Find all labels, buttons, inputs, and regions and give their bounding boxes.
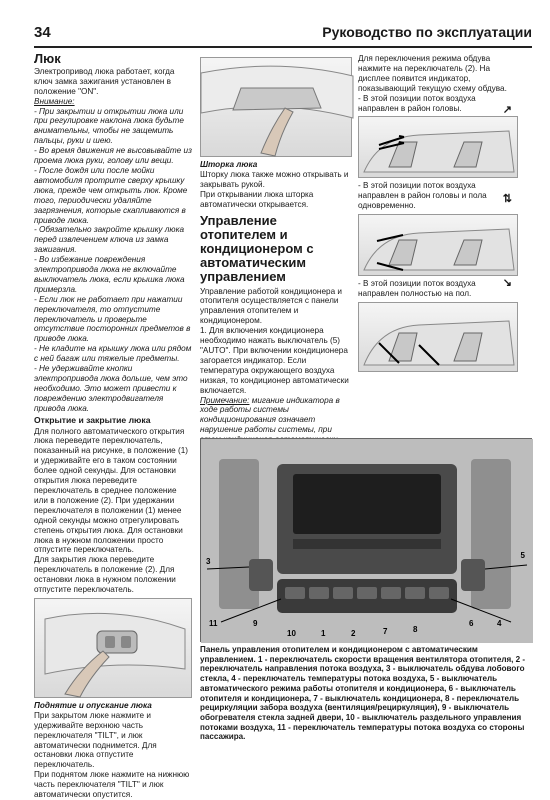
callout-3: 3 [206, 557, 211, 566]
warning-item: - Если люк не работает при нажатии переключателя, то отпустите переключатель и проверьте отсутствие посторонних предметов в приводе люка. [34, 294, 191, 344]
tilt-text-1: При закрытом люке нажмите и удерживайте верхнюю часть переключателя "TILT", и люк автоматически поднимется. Для остановки люка отпустите переключатель. [34, 710, 157, 770]
mode-bilevel-text: - В этой позиции поток воздуха направлен в район головы и пола одновременно. [358, 181, 487, 211]
step-1: 1. Для включения кондиционера необходимо нажать выключатель (5) "AUTO". При включении кондиционера загорается индикатор. Если температура окружающего воздуха низкая, то кондиционер автоматически включается. [200, 326, 349, 395]
tilt-figure-caption: Поднятие и опускание люка [34, 700, 152, 710]
control-panel-illustration [201, 439, 533, 643]
subhead-open-close: Открытие и закрытие люка [34, 414, 151, 425]
shade-text-2: При открывании люка шторка автоматически открывается. [200, 189, 314, 209]
callout-10: 10 [287, 629, 296, 638]
column-sunroof [34, 51, 192, 800]
warning-item: - Во время движения не высовывайте из проема люка руки, голову или вещи. [34, 146, 192, 166]
mode-intro: Для переключения режима обдува нажмите на переключатель (2). На дисплее появится индикатор, показывающий текущую схему обдува. [358, 54, 507, 93]
page-number: 34 [34, 24, 51, 41]
warning-item: - При закрытии и открытии люка или при регулировке наклона люка будьте внимательны, чтобы не защемить пальцы, руки и шею. [34, 106, 184, 146]
warning-item: - Не удерживайте кнопки электропривода люка дольше, чем это необходимо. Это может привести к повреждению электродвигателя привода люка. [34, 364, 188, 413]
callout-4: 4 [497, 619, 502, 628]
callout-6: 6 [469, 619, 474, 628]
warning-item: - Обязательно закройте крышку люка перед извлечением ключа из замка зажигания. [34, 225, 184, 255]
airflow-floor-figure [358, 302, 518, 372]
sunroof-switch-illustration [35, 599, 193, 699]
callout-11: 11 [209, 619, 218, 628]
callout-2: 2 [351, 629, 356, 638]
shade-text-1: Шторку люка также можно открывать и закрывать рукой. [200, 169, 349, 189]
sunshade-illustration [201, 58, 353, 158]
mode-face-icon: ↗ [502, 103, 512, 116]
airflow-face-figure [358, 116, 518, 178]
tilt-text-2: При поднятом люке нажмите на нижнюю часть переключателя "TILT" и люк автоматически опустится. [34, 770, 190, 800]
close-text: Для закрытия люка переведите переключатель в положение (2). Для остановки люка в нужном положении отпустите переключатель. [34, 555, 176, 595]
airflow-bilevel-figure [358, 214, 518, 276]
section-title-climate: Управление отопителем и кондиционером с автоматическим управлением [200, 212, 314, 284]
page-header [34, 14, 532, 48]
callout-9: 9 [253, 619, 258, 628]
note-text: мигание индикатора в ходе работы системы кондиционирования означает нарушение работы системы, при [200, 395, 340, 435]
climate-intro: Управление работой кондиционера и отопителя осуществляется с панели управления отопителем и кондиционером. [200, 286, 342, 326]
mode-face-text: - В этой позиции поток воздуха направлен в район головы. [358, 93, 476, 113]
mode-floor-text: - В этой позиции поток воздуха направлен полностью на пол. [358, 279, 476, 299]
mode-floor-icon: ↘ [502, 277, 512, 290]
sunshade-figure [200, 57, 352, 157]
callout-1: 1 [321, 629, 326, 638]
section-title-sunroof: Люк [34, 51, 61, 66]
sunroof-switch-figure [34, 598, 192, 698]
open-text: Для полного автоматического открытия люка переведите переключатель, показанный на рисунке, в положение (1) и удерживайте его в таком состоянии более одной секунды. Для остановки открытия люка переведите переключатель в среднее положение или в положение (2). При удержании переключателя в положении (1) менее одной секунды можно отрегулировать степень открытия люка. Для остановки люка в нужном положении просто отпустите переключатель. [34, 426, 188, 555]
mode-bilevel-icon: ⇅ [502, 193, 512, 206]
column-airflow-modes [358, 54, 518, 375]
warning-item: - Не кладите на крышку люка или рядом с ней багаж или тяжелые предметы. [34, 344, 192, 364]
warning-item: - После дождя или после мойки автомобиля протрите сверху крышку люка, прежде чем открыть люк. Кроме того, периодически удаляйте загрязнения, которые скапливаются в приводе люка. [34, 165, 188, 225]
callout-7: 7 [383, 627, 388, 636]
sunshade-caption: Шторка люка [200, 160, 258, 169]
running-title: Руководство по эксплуатации [322, 24, 532, 40]
sunroof-intro: Электропривод люка работает, когда ключ замка зажигания установлен в положение "ON". [34, 66, 175, 96]
panel-caption: Панель управления отопителем и кондиционером с автоматическим управлением. 1 - переключатель скорости вращения вентилятора отопителя, 2 - переключатель направления потока воздуха, 3 - выключатель обдува лобового стекла, 4 - переключатель температуры потока воздуха, 5 - выключатель автоматического режима работы отопителя и кондиционера, 6 - выключатель отопителя и кондиционера, 7 - выключатель кондиционера, 8 - переключатель рециркуляции забора воздуха (вентиляция/рециркуляция), 9 - выключатель обогревателя стекла задней двери, 10 - выключатель раздельного управления потоками воздуха, 11 - переключатель температуры потока воздуха со стороны пассажира. [200, 645, 526, 742]
note-label: Примечание: [200, 395, 250, 405]
warning-label: Внимание: [34, 96, 75, 106]
warning-item: - Во избежание повреждения электропривода люка не включайте выключатель люка, если крышка люка примерзла. [34, 255, 185, 294]
climate-control-panel-figure [200, 438, 532, 642]
callout-5: 5 [520, 551, 525, 560]
callout-8: 8 [413, 625, 418, 634]
